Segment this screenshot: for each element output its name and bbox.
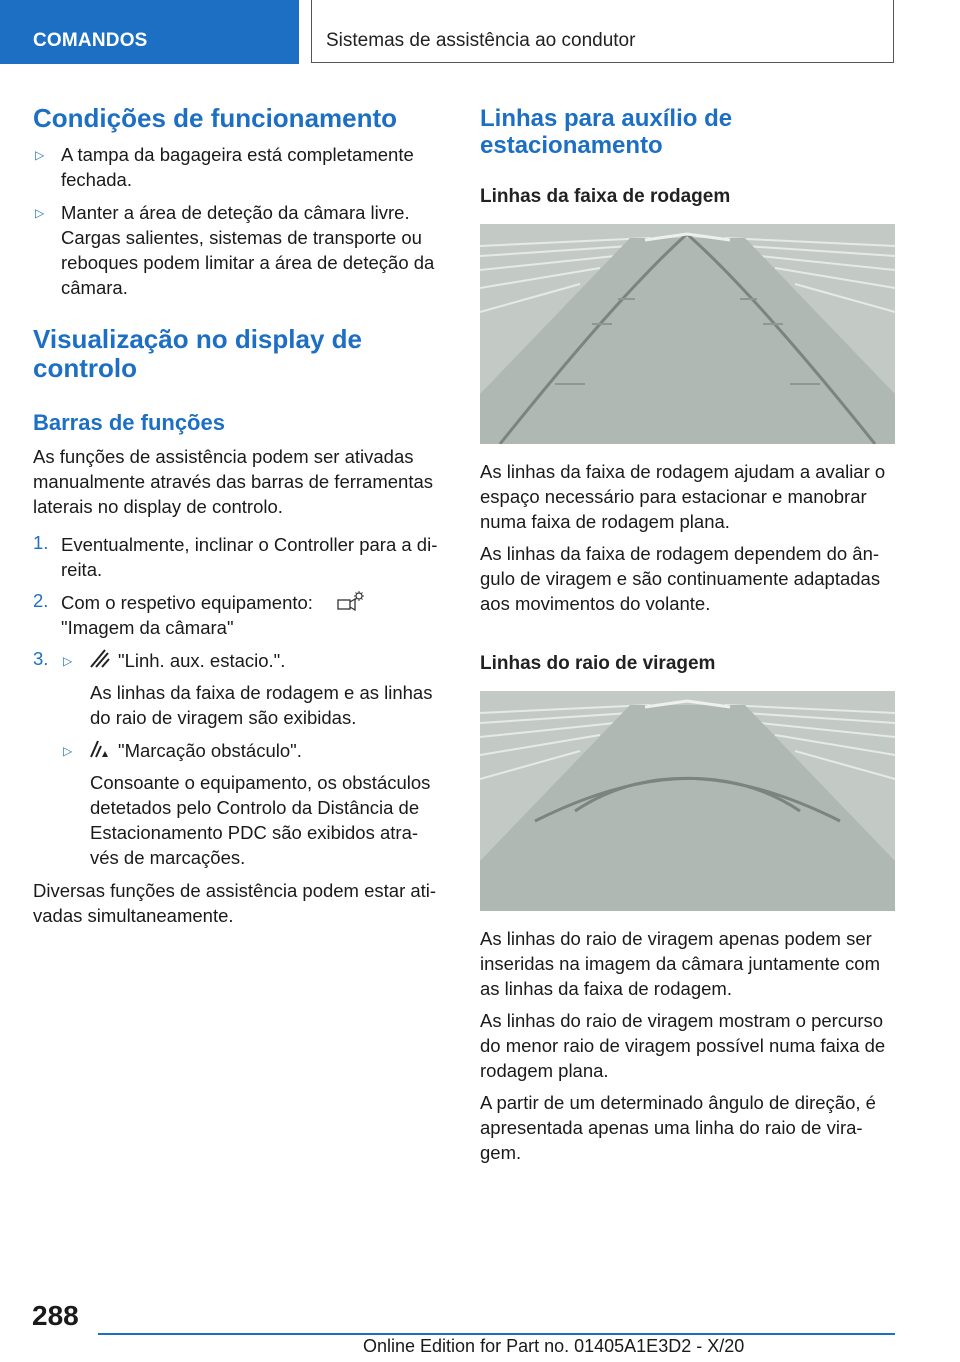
- heading-lane-lines: Linhas da faixa de rodagem: [480, 186, 731, 207]
- lane-lines-figure: [480, 224, 895, 444]
- radius-p1-line-3: as linhas da faixa de rodagem.: [480, 978, 732, 999]
- lane-p2-line-3: aos movimentos do volante.: [480, 593, 711, 614]
- outro-line-2: vadas simultaneamente.: [33, 905, 234, 926]
- step-number: 1.: [33, 532, 49, 553]
- step-1-line-2: reita.: [61, 559, 103, 580]
- bullet-triangle-icon: ▷: [63, 654, 73, 668]
- condition-2-line-3: reboques podem limitar a área de deteção da: [61, 252, 435, 273]
- heading-visualization-2: controlo: [33, 353, 137, 383]
- option-2-desc-line-2: detetados pelo Controlo da Distância de: [90, 797, 420, 818]
- option-parking-lines: "Linh. aux. estacio.".: [118, 650, 286, 671]
- intro-line-3: laterais no display de controlo.: [33, 496, 283, 517]
- section-tab: [0, 0, 299, 64]
- step-2-line-2: "Imagem da câmara": [61, 617, 234, 638]
- footer-divider: [98, 1333, 895, 1335]
- radius-p1-line-1: As linhas do raio de viragem apenas podem ser: [480, 928, 872, 949]
- condition-2-line-2: Cargas salientes, sistemas de transporte ou: [61, 227, 422, 248]
- chapter-label: Sistemas de assistência ao condutor: [326, 30, 636, 51]
- option-2-desc-line-4: vés de marcações.: [90, 847, 246, 868]
- condition-1-line-2: fechada.: [61, 169, 132, 190]
- turning-radius-figure: [480, 691, 895, 911]
- chapter-tab: [311, 0, 894, 63]
- parking-lines-icon: [88, 647, 110, 669]
- condition-1-line-1: A tampa da bagageira está completamente: [61, 144, 414, 165]
- bullet-triangle-icon: ▷: [35, 206, 45, 220]
- step-2-line-1: Com o respetivo equipamento:: [61, 592, 313, 613]
- option-2-desc-line-1: Consoante o equipamento, os obstáculos: [90, 772, 431, 793]
- condition-2-line-1: Manter a área de deteção da câmara livre.: [61, 202, 410, 223]
- heading-visualization-1: Visualização no display de: [33, 324, 362, 354]
- heading-parking-lines-2: estacionamento: [480, 132, 663, 159]
- heading-turning-radius: Linhas do raio de viragem: [480, 653, 716, 674]
- option-2-desc-line-3: Estacionamento PDC são exibidos atra-: [90, 822, 419, 843]
- lane-p1-line-3: numa faixa de rodagem plana.: [480, 511, 730, 532]
- page-number: 288: [32, 1300, 79, 1331]
- heading-parking-lines-1: Linhas para auxílio de: [480, 105, 733, 132]
- step-number: 2.: [33, 590, 49, 611]
- section-label: COMANDOS: [33, 30, 148, 51]
- camera-gear-icon: [336, 590, 366, 614]
- footer-edition: Online Edition for Part no. 01405A1E3D2 - X/20: [363, 1336, 745, 1356]
- option-obstacle-marking: "Marcação obstáculo".: [118, 740, 302, 761]
- bullet-triangle-icon: ▷: [63, 744, 73, 758]
- lane-p1-line-2: espaço necessário para estacionar e manobrar: [480, 486, 867, 507]
- radius-p1-line-2: inseridas na imagem da câmara juntamente com: [480, 953, 880, 974]
- radius-p2-line-1: As linhas do raio de viragem mostram o percurso: [480, 1010, 884, 1031]
- radius-p2-line-3: rodagem plana.: [480, 1060, 609, 1081]
- radius-p2-line-2: do menor raio de viragem possível numa faixa de: [480, 1035, 886, 1056]
- option-1-desc-line-1: As linhas da faixa de rodagem e as linhas: [90, 682, 433, 703]
- obstacle-marking-icon: [88, 737, 110, 759]
- step-number: 3.: [33, 648, 49, 669]
- intro-line-1: As funções de assistência podem ser ativadas: [33, 446, 414, 467]
- lane-p1-line-1: As linhas da faixa de rodagem ajudam a avaliar o: [480, 461, 886, 482]
- outro-line-1: Diversas funções de assistência podem estar ati-: [33, 880, 437, 901]
- condition-2-line-4: câmara.: [61, 277, 128, 298]
- heading-conditions: Condições de funcionamento: [33, 103, 398, 133]
- radius-p3-line-2: apresentada apenas uma linha do raio de vira-: [480, 1117, 863, 1138]
- step-1-line-1: Eventualmente, inclinar o Controller para a di-: [61, 534, 438, 555]
- radius-p3-line-3: gem.: [480, 1142, 522, 1163]
- heading-function-bars: Barras de funções: [33, 410, 225, 435]
- lane-p2-line-1: As linhas da faixa de rodagem dependem do ân-: [480, 543, 880, 564]
- intro-line-2: manualmente através das barras de ferramentas: [33, 471, 434, 492]
- option-1-desc-line-2: do raio de viragem são exibidas.: [90, 707, 357, 728]
- bullet-triangle-icon: ▷: [35, 148, 45, 162]
- radius-p3-line-1: A partir de um determinado ângulo de direção, é: [480, 1092, 876, 1113]
- lane-p2-line-2: gulo de viragem e são continuamente adaptadas: [480, 568, 881, 589]
